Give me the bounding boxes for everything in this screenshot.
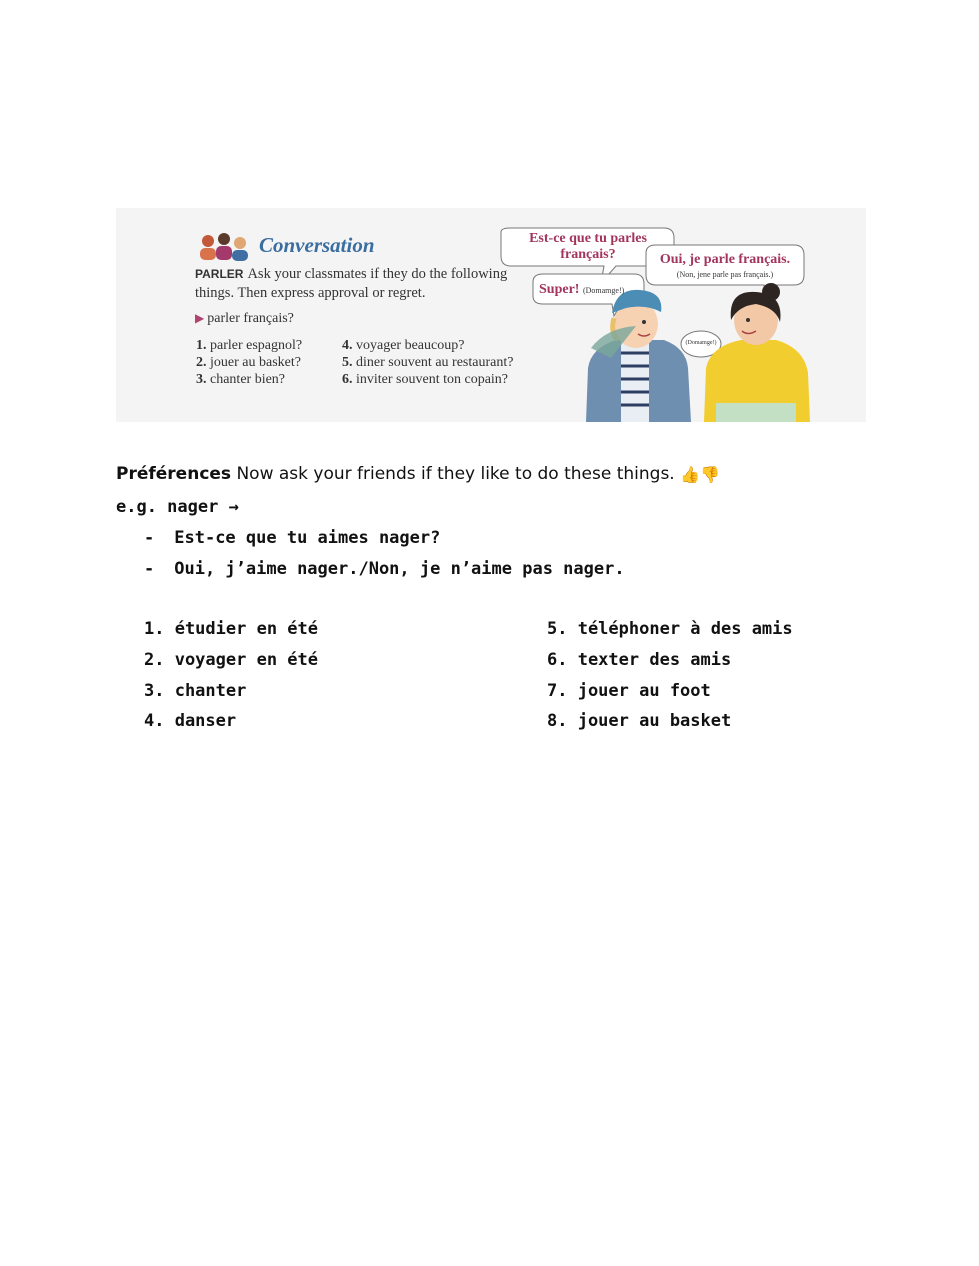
list-item: 3. chanter	[144, 681, 247, 701]
dash: -	[144, 528, 155, 548]
list-item: 8. jouer au basket	[547, 711, 732, 731]
parler-label: PARLER	[195, 267, 244, 281]
dash: -	[144, 559, 155, 579]
example-prefix: e.g. nager →	[116, 497, 239, 517]
instruction-line-2: things. Then express approval or regret.	[195, 285, 426, 301]
figure-example	[195, 311, 294, 327]
bubble-small-text: (Domamge!)	[685, 340, 717, 346]
figure-example-text: parler français?	[207, 311, 294, 326]
figure-question-3: 3. chanter bien?	[196, 372, 286, 387]
bubble-question-text: Est-ce que tu parles français?	[529, 231, 647, 262]
boy-illustration	[586, 290, 691, 422]
figure-question-6: 6. inviter souvent ton copain?	[342, 372, 509, 387]
conversation-figure	[116, 208, 866, 422]
preferences-instruction	[116, 464, 720, 484]
figure-question-4: 4. voyager beaucoup?	[342, 338, 465, 353]
thumbs-down-icon: 👎	[700, 464, 720, 484]
figure-title: Conversation	[259, 233, 375, 257]
preferences-label: Préférences	[116, 464, 232, 484]
instruction-text-1: Ask your classmates if they do the following	[247, 266, 508, 282]
example-question: Est-ce que tu aimes nager?	[174, 528, 441, 548]
list-item: 6. texter des amis	[547, 650, 732, 670]
example-answer-line	[144, 559, 625, 579]
list-item: 1. étudier en été	[144, 619, 318, 639]
figure-question-2: 2. jouer au basket?	[196, 355, 301, 370]
list-item: 4. danser	[144, 711, 237, 731]
instruction-line-1	[195, 266, 507, 283]
bubble-answer-text: Oui, je parle français. (Non, jene parle pas français.)	[659, 252, 791, 279]
list-item: 7. jouer au foot	[547, 681, 711, 701]
figure-question-1: 1. parler espagnol?	[196, 338, 303, 353]
list-item: 5. téléphoner à des amis	[547, 619, 793, 639]
figure-question-5: 5. diner souvent au restaurant?	[342, 355, 514, 370]
preferences-text: Now ask your friends if they like to do these things.	[236, 464, 675, 484]
list-item: 2. voyager en été	[144, 650, 318, 670]
triangle-icon: ▶	[195, 311, 205, 325]
thumbs-up-icon: 👍	[680, 464, 701, 484]
people-icon	[200, 233, 248, 261]
example-answer: Oui, j’aime nager./Non, je n’aime pas nager.	[174, 559, 625, 579]
example-question-line	[144, 528, 440, 548]
girl-illustration	[704, 283, 810, 422]
bubble-super-text: Super! (Domamge!)	[539, 282, 625, 297]
